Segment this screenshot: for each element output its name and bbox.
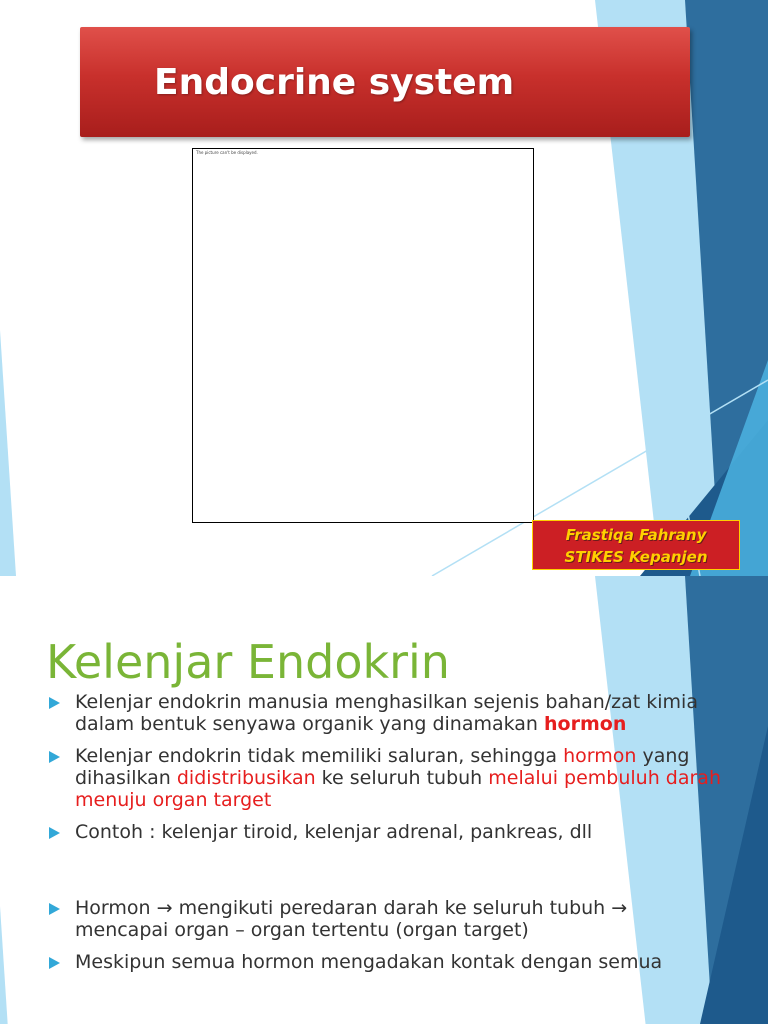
author-badge [532, 520, 740, 570]
highlight-hormon: hormon [563, 745, 637, 767]
highlight-pembuluh-darah: melalui pembuluh darah menuju organ target [75, 767, 721, 811]
bullet-text: ke seluruh tubuh [315, 767, 489, 789]
bullet-text: Kelenjar endokrin manusia menghasilkan sejenis bahan/zat kimia dalam bentuk senyawa organik yang dinamakan [75, 691, 698, 735]
title-banner [80, 27, 690, 137]
triangle-bullet-icon [49, 903, 60, 915]
bullet-item [46, 821, 726, 843]
bullet-item [46, 951, 726, 973]
deco-left-strip [0, 906, 16, 1024]
triangle-bullet-icon [49, 697, 60, 709]
slide-kelenjar-endokrin [0, 576, 768, 1024]
bullet-list [46, 691, 726, 983]
deco-left-strip [0, 330, 16, 576]
bullet-text: Hormon → mengikuti peredaran darah ke seluruh tubuh → mencapai organ – organ tertentu (organ target) [75, 897, 628, 941]
triangle-bullet-icon [49, 751, 60, 763]
slide2-title: Kelenjar Endokrin [46, 635, 450, 689]
missing-image-placeholder [192, 148, 534, 523]
slide1-title: Endocrine system [154, 62, 515, 103]
author-name: Frastiqa Fahrany [565, 526, 707, 544]
bullet-text: Kelenjar endokrin tidak memiliki saluran, sehingga [75, 745, 564, 767]
bullet-item [46, 745, 726, 811]
author-institution: STIKES Kepanjen [564, 548, 708, 566]
bullet-text: Contoh : kelenjar tiroid, kelenjar adrenal, pankreas, dll [75, 821, 593, 843]
bullet-item [46, 691, 726, 735]
highlight-didistribusikan: didistribusikan [176, 767, 316, 789]
triangle-bullet-icon [49, 957, 60, 969]
bullet-text: Meskipun semua hormon mengadakan kontak dengan semua [75, 951, 663, 973]
triangle-bullet-icon [49, 827, 60, 839]
bullet-text: yang dihasilkan [75, 745, 690, 789]
bullet-item [46, 897, 726, 941]
highlight-hormon: hormon [544, 713, 627, 735]
image-caption: The picture can't be displayed. [196, 150, 258, 155]
